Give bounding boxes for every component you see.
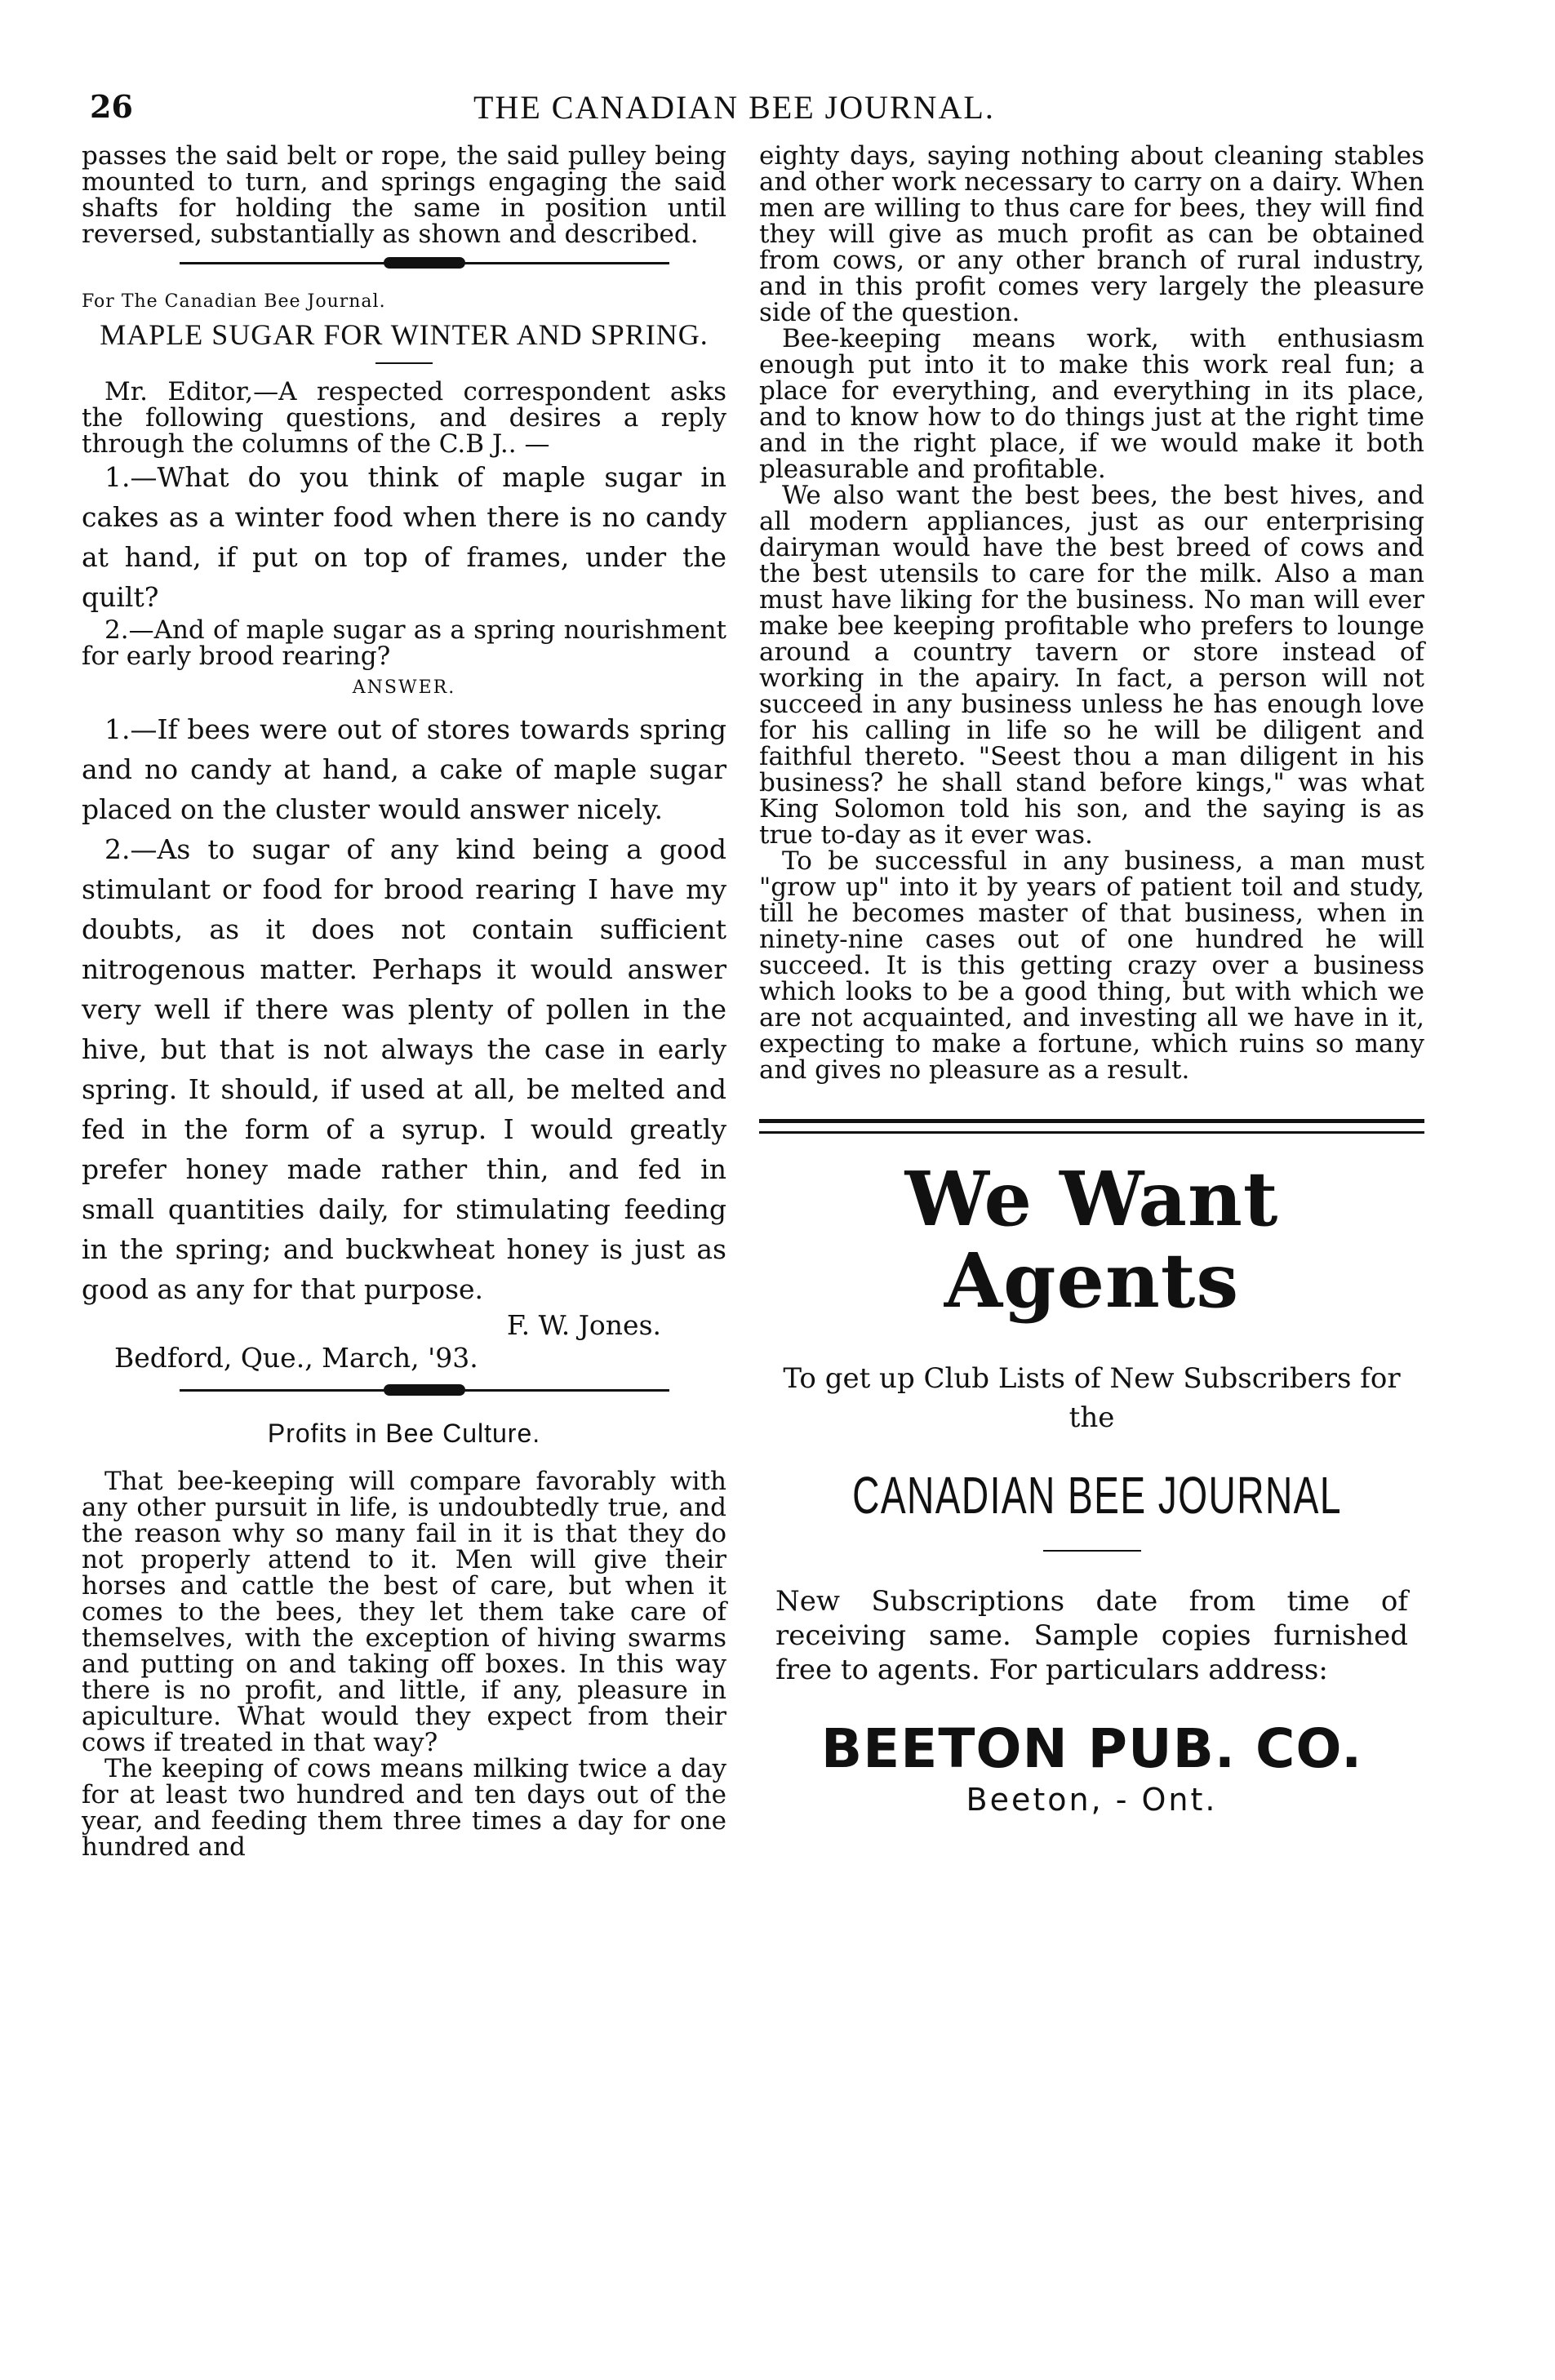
left-column: [82, 143, 726, 1860]
journal-title: THE CANADIAN BEE JOURNAL.: [473, 89, 995, 126]
ad-address: Beeton, - Ont.: [966, 1782, 1218, 1818]
ad-company: BEETON PUB. CO.: [820, 1717, 1363, 1780]
ad-line: To get up Club Lists of New Subscribers for the: [783, 1362, 1401, 1434]
running-head: [90, 88, 1477, 129]
profits-paragraph: That bee-keeping will compare favorably with any other pursuit in life, is undoubtedly true, and the reason why so many fail in it is that they do not properly attend to it. Men will give their horses and cattle the best of care, but when it comes to the bees, they let them take care of themselves, with the exception of hiving swarms and putting on and taking off boxes. In this way there is no profit, and little, if any, pleasure in apiculture. What would they expect from their cows if treated in that way?: [82, 1467, 726, 1757]
profits-paragraph: eighty days, saying nothing about cleaning stables and other work necessary to carry on a dairy. When men are willing to thus care for bees, they will find they will give as much profit as can be obtained from cows, or any other branch of rural industry, and in this profit comes very largely the pleasure side of the question.: [759, 141, 1424, 327]
place-date: Bedford, Que., March, '93.: [114, 1342, 478, 1374]
advertisement: [759, 1155, 1424, 1818]
double-rule: [759, 1119, 1424, 1134]
answer-heading: ANSWER.: [352, 677, 456, 698]
ornamental-rule: [82, 1379, 726, 1401]
profits-paragraph: To be successful in any business, a man must "grow up" into it by years of patient toil and study, till he becomes master of that business, when in ninety-nine cases out of one hundred he will succeed. It is this getting crazy over a business which looks to be a good thing, but with which we are not acquainted, and investing all we have in it, expecting to make a fortune, which ruins so many and gives no pleasure as a result.: [759, 846, 1424, 1085]
maple-paragraph: 1.—What do you think of maple sugar in cakes as a winter food when there is no candy at hand, if put on top of frames, under the quilt?: [82, 461, 726, 613]
maple-paragraph: 2.—And of maple sugar as a spring nourishment for early brood rearing?: [82, 615, 726, 671]
ad-body: New Subscriptions date from time of receiving same. Sample copies furnished free to agents. For particulars address:: [775, 1585, 1408, 1686]
ornamental-rule: [82, 252, 726, 273]
profits-paragraph: We also want the best bees, the best hives, and all modern appliances, just as our enterprising dairyman would have the best breed of cows and the best utensils to care for the milk. Also a man must have liking for the business. No man will ever make bee keeping profitable who prefers to lounge around a country tavern or store instead of working in the apairy. In fact, a person will not succeed in any business unless he has enough love for his calling in life so he will be diligent and faithful thereto. "Seest thou a man diligent in his business? he shall stand before kings," was what King Solomon told his son, and the saying is as true to-day as it ever was.: [759, 481, 1424, 850]
page-number: 26: [90, 88, 133, 125]
ad-journal-name: CANADIAN BEE JOURNAL: [852, 1466, 1342, 1525]
article-title-maple: MAPLE SUGAR FOR WINTER AND SPRING.: [100, 318, 709, 351]
maple-paragraph: 2.—As to sugar of any kind being a good stimulant or food for brood rearing I have my doubts, as it does not contain sufficient nitrogenous matter. Perhaps it would answer very well if there was plenty of pollen in the hive, but that is not always the case in early spring. It should, if used at all, be melted and fed in the form of a syrup. I would greatly prefer honey made rather thin, and fed in small quantities daily, for stimulating feeding in the spring; and buckwheat honey is just as good as any for that purpose.: [82, 833, 726, 1305]
maple-paragraph: 1.—If bees were out of stores towards spring and no candy at hand, a cake of maple sugar placed on the cluster would answer nicely.: [82, 713, 726, 825]
maple-paragraph: Mr. Editor,—A respected correspondent asks the following questions, and desires a reply through the columns of the C.B J.. —: [82, 377, 726, 459]
profits-paragraph: Bee-keeping means work, with enthusiasm enough put into it to make this work real fun; a place for everything, and everything in its place, and to know how to do things just at the right time and in the right place, if we would make it both pleasurable and profitable.: [759, 324, 1424, 484]
intro-paragraph: passes the said belt or rope, the said pulley being mounted to turn, and springs engaging the said shafts for holding the same in position until reversed, substantially as shown and described.: [82, 141, 726, 249]
right-column: [759, 143, 1424, 1818]
signature: F. W. Jones.: [506, 1309, 661, 1341]
ad-rule: [1043, 1550, 1141, 1552]
ad-headline: We Want Agents: [904, 1155, 1279, 1325]
short-rule: [375, 362, 433, 364]
profits-paragraph: The keeping of cows means milking twice a day for at least two hundred and ten days out of the year, and feeding them three times a day for one hundred and: [82, 1754, 726, 1862]
for-line: For The Canadian Bee Journal.: [82, 291, 386, 312]
article-title-profits: Profits in Bee Culture.: [267, 1419, 541, 1448]
